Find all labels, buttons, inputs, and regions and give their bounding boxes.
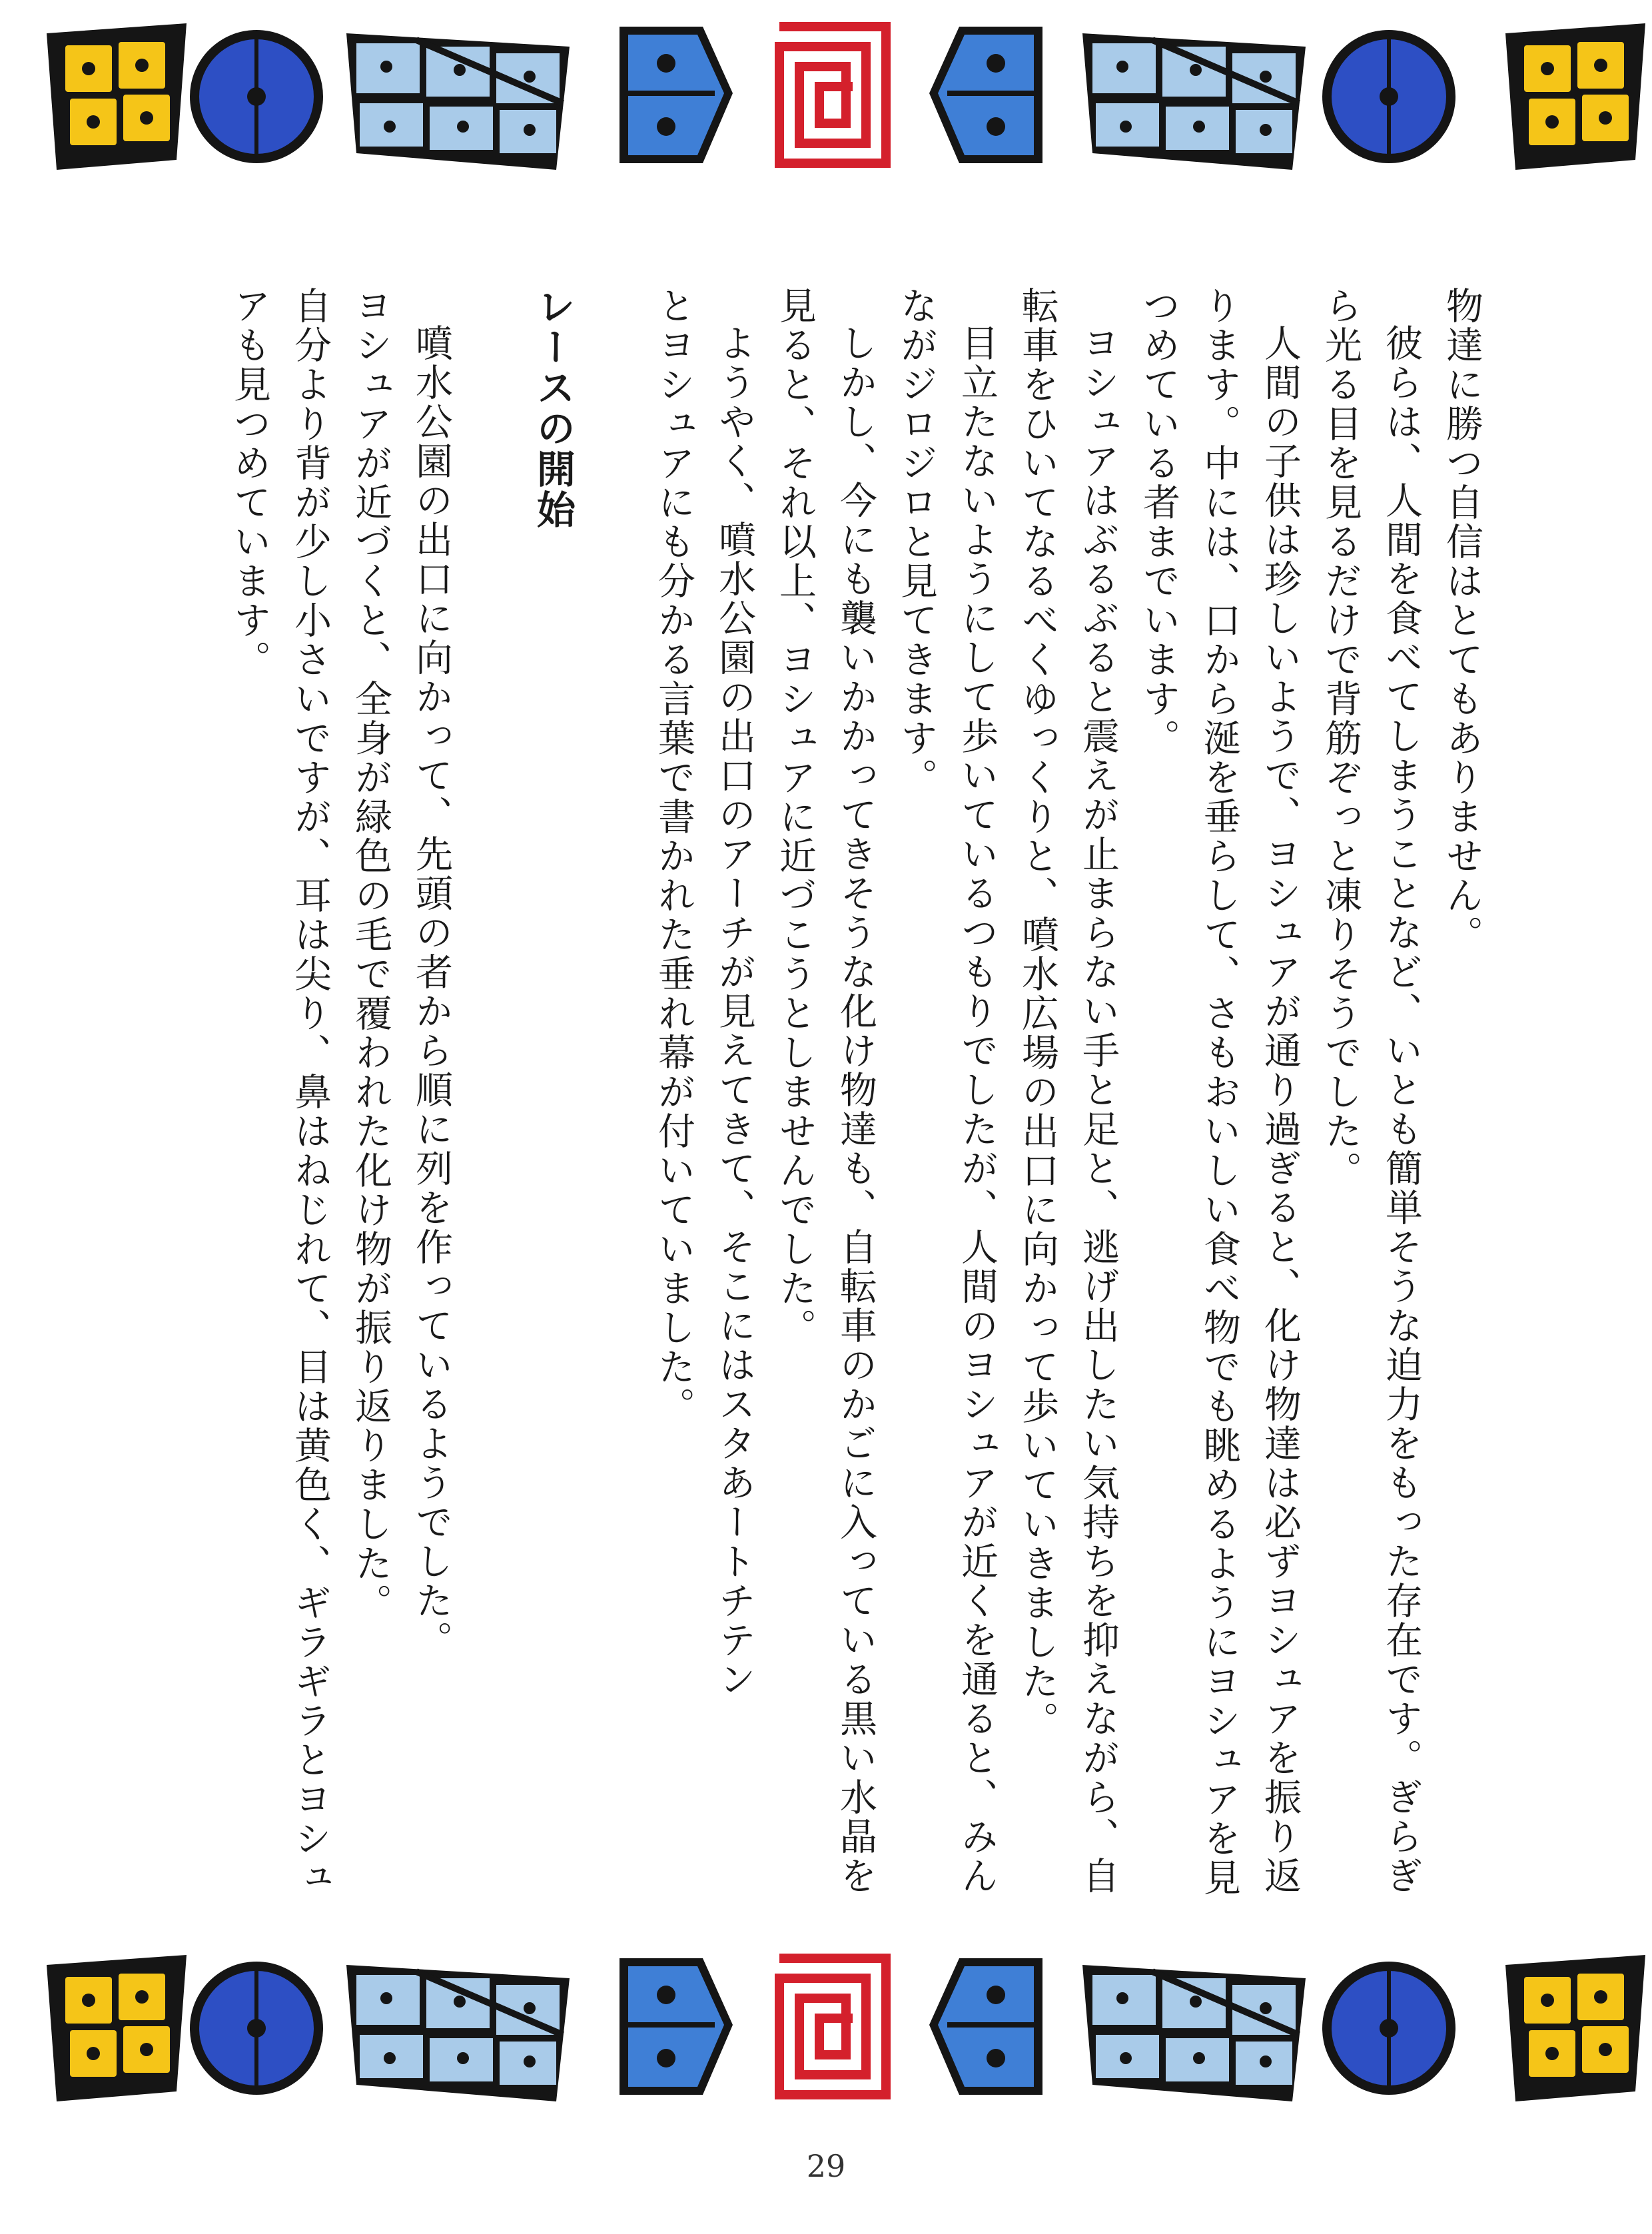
paragraph-8: とヨシュアにも分かる言葉で書かれた垂れ幕が付いていました。 <box>652 286 695 1426</box>
yellow-quad-window-icon <box>1505 23 1645 170</box>
stained-glass-star-panel-icon <box>1082 1965 1306 2101</box>
red-spiral-square-icon <box>779 27 886 163</box>
blue-circle-shield-icon <box>1322 1962 1455 2095</box>
blue-circle-shield-icon <box>1322 30 1455 163</box>
paragraph-1: 物達に勝つ自信はとてもありません。 <box>1440 286 1483 954</box>
border-svg <box>0 1952 1652 2105</box>
blue-arrow-left-icon <box>929 27 1042 163</box>
bottom-decorative-border <box>0 1952 1652 2105</box>
page-number: 29 <box>806 2148 846 2184</box>
paragraph-7: ようやく、噴水公園の出口のアーチが見えてきて、そこにはスタあートチテン <box>713 324 756 1699</box>
paragraph-4: ヨシュアはぶるぶると震えが止まらない手と足と、逃げ出したい気持ちを抑えながら、自転車をひいてなるべくゆっくりと、噴水広場の出口に向かって歩いていきました。 <box>1016 286 1120 1896</box>
vertical-text-body <box>147 286 1492 1898</box>
yellow-quad-window-icon <box>47 1955 187 2101</box>
blue-circle-shield-icon <box>190 30 323 163</box>
paragraph-10: ヨシュアが近づくと、全身が緑色の毛で覆われた化け物が振り返りました。 <box>349 286 392 1623</box>
yellow-quad-window-icon <box>1505 1955 1645 2101</box>
blue-arrow-right-icon <box>620 27 733 163</box>
paragraph-3: 人間の子供は珍しいようで、ヨシュアが通り過ぎると、化け物達は必ずヨシュアを振り返ります。中には、口から涎を垂らして、さもおいしい食べ物でも眺めるようにヨシュアを見つめている者までいます。 <box>1137 286 1302 1898</box>
paragraph-6: しかし、今にも襲いかかってきそうな化け物達も、自転車のかごに入っている黒い水晶を見ると、それ以上、ヨシュアに近づこうとしませんでした。 <box>773 286 877 1896</box>
red-spiral-square-icon <box>779 1958 886 2095</box>
top-decorative-border <box>0 20 1652 173</box>
yellow-quad-window-icon <box>47 23 187 170</box>
stained-glass-star-panel-icon <box>1082 33 1306 170</box>
border-svg <box>0 20 1652 173</box>
stained-glass-star-panel-icon <box>346 1965 570 2101</box>
paragraph-11: 自分より背が少し小さいですが、耳は尖り、鼻はねじれて、目は黄色く、ギラギラとヨシュアも見つめています。 <box>228 286 332 1898</box>
paragraph-9: 噴水公園の出口に向かって、先頭の者から順に列を作っているようでした。 <box>410 324 453 1660</box>
blue-arrow-right-icon <box>620 1958 733 2095</box>
paragraph-5: 目立たないようにして歩いているつもりでしたが、人間のヨシュアが近くを通ると、みんながジロジロと見てきます。 <box>895 286 999 1896</box>
blue-arrow-left-icon <box>929 1958 1042 2095</box>
paragraph-2: 彼らは、人間を食べてしまうことなど、いとも簡単そうな迫力をもった存在です。ぎらぎら光る目を見るだけで背筋ぞっと凍りそうでした。 <box>1319 286 1423 1896</box>
section-heading: レースの開始 <box>530 286 576 530</box>
stained-glass-star-panel-icon <box>346 33 570 170</box>
blue-circle-shield-icon <box>190 1962 323 2095</box>
